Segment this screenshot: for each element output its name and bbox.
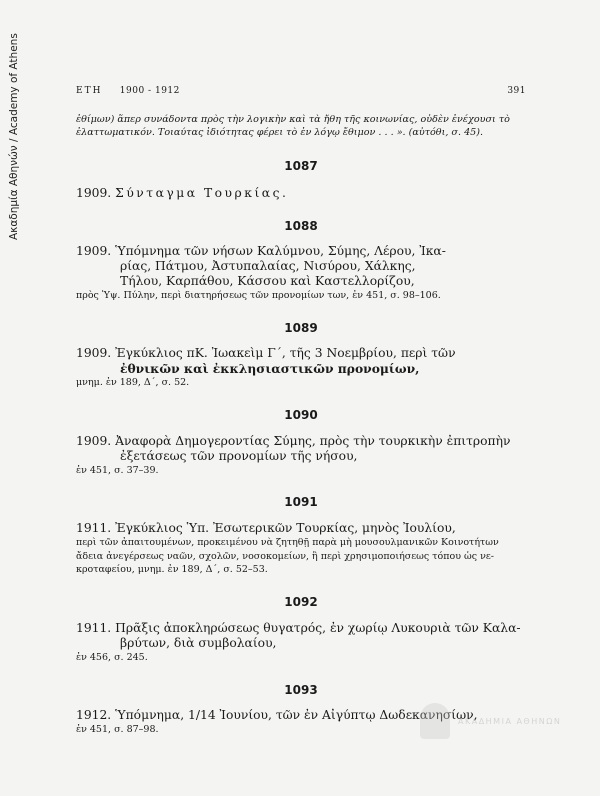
entry xyxy=(76,434,526,478)
entry-year: 1909. xyxy=(76,346,112,361)
entry-line: Ὑπόμνημα, 1/14 Ἰουνίου, τῶν ἐν Αἰγύπτῳ Δωδεκανησίων, xyxy=(115,708,478,723)
continuation-paragraph xyxy=(76,113,526,139)
entry-main xyxy=(76,186,526,201)
entry-main xyxy=(76,434,526,464)
entry-main xyxy=(76,346,526,376)
entry-line: Ἐγκύκλιος Ὑπ. Ἐσωτερικῶν Τουρκίας, μηνὸς Ἰουλίου, xyxy=(115,520,456,535)
entry-number: 1089 xyxy=(284,320,318,335)
entry-main xyxy=(76,621,526,651)
entry-reference: πρὸς Ὑψ. Πύλην, περὶ διατηρήσεως τῶν προνομίων των, ἐν 451, σ. 98–106. xyxy=(76,290,441,301)
entry-year: 1909. xyxy=(76,433,112,448)
page-number: 391 xyxy=(507,86,526,96)
continuation-line-1: ἐθίμων) ἅπερ συνάδοντα πρὸς τὴν λογικὴν καὶ τὰ ἤθη τῆς κοινωνίας, οὐδὲν ἐνέχουσι τὸ xyxy=(76,114,510,125)
page-header xyxy=(76,86,526,96)
entry-year: 1909. xyxy=(76,185,112,200)
entry-reference: περὶ τῶν ἀπαιτουμένων, προκειμένου νὰ ζητηθῇ παρὰ μὴ μουσουλμανικῶν Κοινοτήτων xyxy=(76,536,499,548)
entry-line: Σύνταγμα Τουρκίας. xyxy=(115,185,289,200)
entry-line: ρίας, Πάτμου, Ἀστυπαλαίας, Νισύρου, Χάλκης, xyxy=(120,259,416,273)
entry-reference: ἄδεια ἀνεγέρσεως ναῶν, σχολῶν, νοσοκομείων, ἢ περὶ χρησιμοποιήσεως τόπου ὡς νε- xyxy=(76,550,494,562)
helmet-logo-icon xyxy=(420,703,450,739)
entry-line: ἐξετάσεως τῶν προνομίων τῆς νήσου, xyxy=(120,448,358,463)
continuation-line-2: ἐλαττωματικόν. Τοιαύτας ἰδιότητας φέρει τὸ ἐν λόγῳ ἔθιμον . . . ». (αὐτόθι, σ. 45). xyxy=(76,127,484,138)
entry-reference: ἐν 451, σ. 37–39. xyxy=(76,464,159,476)
entry-number: 1090 xyxy=(284,408,318,423)
entry xyxy=(76,244,526,303)
entry-reference: ἐν 456, σ. 245. xyxy=(76,651,148,663)
entry-number: 1092 xyxy=(284,595,318,610)
entry xyxy=(76,186,526,201)
entry-main xyxy=(76,521,526,536)
entry-year: 1909. xyxy=(76,244,112,258)
entry-number: 1088 xyxy=(284,218,318,233)
entry-year: 1912. xyxy=(76,708,112,723)
academy-watermark xyxy=(420,701,570,741)
watermark-text: ΑΚΑΔΗΜΙΑ ΑΘΗΝΩΝ xyxy=(458,716,562,726)
page-content xyxy=(76,113,526,737)
entry-line: Ὑπόμνημα τῶν νήσων Καλύμνου, Σύμης, Λέρου, Ἰκα- xyxy=(115,244,446,258)
side-label xyxy=(8,33,32,240)
entry-main xyxy=(76,244,526,289)
entry-reference: μνημ. ἐν 189, Δ΄, σ. 52. xyxy=(76,377,190,389)
entry-line: Τήλου, Καρπάθου, Κάσσου καὶ Καστελλορίζου, xyxy=(120,274,415,288)
running-years: 1900 - 1912 xyxy=(119,86,180,96)
entry-line: Ἐγκύκλιος πΚ. Ἰωακεὶμ Γ΄, τῆς 3 Νοεμβρίου, περὶ τῶν xyxy=(115,346,456,361)
entry-number: 1091 xyxy=(284,495,318,510)
entry-line: ἐθνικῶν καὶ ἐκκλησιαστικῶν προνομίων, xyxy=(120,361,420,377)
entry xyxy=(76,521,526,577)
entry-line: βρύτων, διὰ συμβολαίου, xyxy=(120,635,277,650)
entry xyxy=(76,346,526,390)
entry-line: Ἀναφορὰ Δημογεροντίας Σύμης, πρὸς τὴν τουρκικὴν ἐπιτροπὴν xyxy=(115,433,511,448)
running-title: ΕΤΗ xyxy=(76,86,103,96)
entry-reference: κροταφείου, μνημ. ἐν 189, Δ΄, σ. 52–53. xyxy=(76,564,268,576)
running-head xyxy=(76,86,180,96)
entry-line: Πρᾶξις ἀποκληρώσεως θυγατρός, ἐν χωρίῳ Λυκουριὰ τῶν Καλα- xyxy=(115,620,521,635)
entry xyxy=(76,621,526,665)
entry-reference: ἐν 451, σ. 87–98. xyxy=(76,724,159,736)
side-label-text: Ακαδημία Αθηνών / Academy of Athens xyxy=(8,33,20,240)
entry-number: 1093 xyxy=(284,682,318,697)
entry-number: 1087 xyxy=(284,159,318,173)
entry-year: 1911. xyxy=(76,520,112,535)
entry-year: 1911. xyxy=(76,620,112,635)
